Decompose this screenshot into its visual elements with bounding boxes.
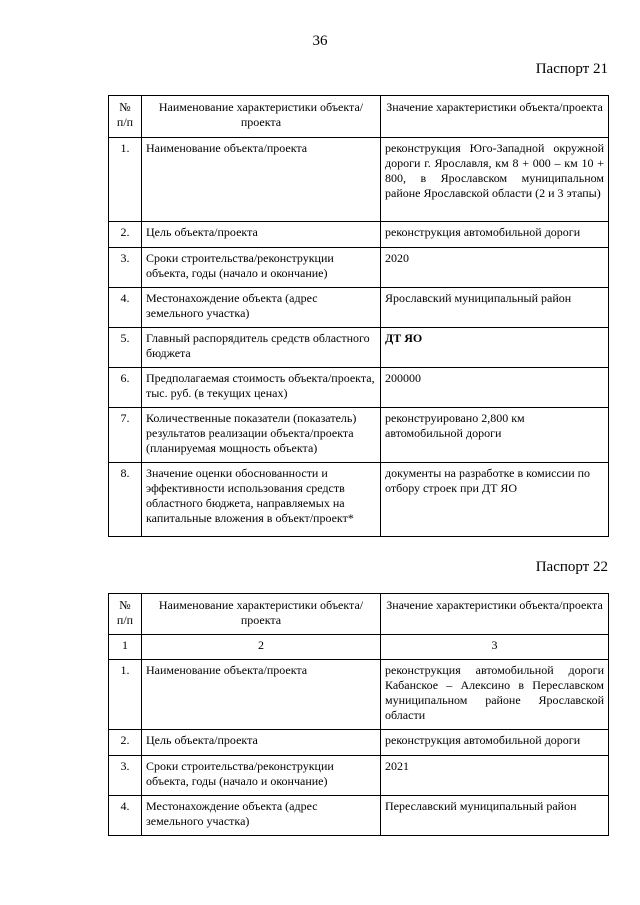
table-row — [109, 248, 609, 288]
row-value: 2020 — [381, 248, 609, 288]
row-value: реконструкция автомобильной дороги — [381, 222, 609, 248]
row-name: Значение оценки обоснованности и эффективности использования средств областного бюджета, направляемых на капитальные вложения в объект/проект* — [142, 463, 381, 537]
row-name: Местонахождение объекта (адрес земельного участка) — [142, 796, 381, 836]
row-value: 200000 — [381, 368, 609, 408]
row-num: 4. — [109, 288, 142, 328]
header-name: Наименование характеристики объекта/проекта — [142, 96, 381, 138]
row-num: 6. — [109, 368, 142, 408]
header-value: Значение характеристики объекта/проекта — [381, 96, 609, 138]
row-name: Наименование объекта/проекта — [142, 138, 381, 222]
row-name: Сроки строительства/реконструкции объекта, годы (начало и окончание) — [142, 248, 381, 288]
row-value: ДТ ЯО — [381, 328, 609, 368]
passport-21-table — [108, 95, 609, 537]
table-row — [109, 138, 609, 222]
table-header-row — [109, 594, 609, 635]
table-header-row — [109, 96, 609, 138]
passport-22-table — [108, 593, 609, 836]
row-num: 3. — [109, 248, 142, 288]
row-num: 2. — [109, 222, 142, 248]
row-num: 1. — [109, 138, 142, 222]
passport-21-title: Паспорт 21 — [535, 61, 608, 77]
row-value: 2021 — [381, 756, 609, 796]
passport-22-title: Паспорт 22 — [535, 559, 608, 575]
row-name: Цель объекта/проекта — [142, 730, 381, 756]
header-value: Значение характеристики объекта/проекта — [381, 594, 609, 635]
row-value: реконструкция Юго-Западной окружной дороги г. Ярославля, км 8 + 000 – км 10 + 800, в Ярославском муниципальном районе Ярославской области (2 и 3 этапы) — [381, 138, 609, 222]
row-value: документы на разработке в комиссии по отбору строек при ДТ ЯО — [381, 463, 609, 537]
row-num: 1. — [109, 660, 142, 730]
row-name: Местонахождение объекта (адрес земельного участка) — [142, 288, 381, 328]
table-row — [109, 288, 609, 328]
row-name: Цель объекта/проекта — [142, 222, 381, 248]
header-num: № п/п — [109, 594, 142, 635]
row-name: Главный распорядитель средств областного бюджета — [142, 328, 381, 368]
row-name: Наименование объекта/проекта — [142, 660, 381, 730]
row-value: реконструировано 2,800 км автомобильной дороги — [381, 408, 609, 463]
table-row — [109, 222, 609, 248]
row-num: 7. — [109, 408, 142, 463]
header-num: № п/п — [109, 96, 142, 138]
table-row — [109, 796, 609, 836]
column-numbers-row — [109, 635, 609, 660]
row-value: Ярославский муниципальный район — [381, 288, 609, 328]
table-row — [109, 660, 609, 730]
row-num: 2. — [109, 730, 142, 756]
row-num: 3. — [109, 756, 142, 796]
col-number: 3 — [381, 635, 609, 660]
col-number: 1 — [109, 635, 142, 660]
table-row — [109, 408, 609, 463]
table-row — [109, 368, 609, 408]
row-value: Переславский муниципальный район — [381, 796, 609, 836]
col-number: 2 — [142, 635, 381, 660]
row-num: 4. — [109, 796, 142, 836]
table-row — [109, 730, 609, 756]
row-value: реконструкция автомобильной дороги — [381, 730, 609, 756]
page-number: 36 — [312, 33, 328, 49]
table-row — [109, 463, 609, 537]
row-name: Количественные показатели (показатель) результатов реализации объекта/проекта (планируемая мощность объекта) — [142, 408, 381, 463]
row-name: Сроки строительства/реконструкции объекта, годы (начало и окончание) — [142, 756, 381, 796]
row-num: 5. — [109, 328, 142, 368]
header-name: Наименование характеристики объекта/проекта — [142, 594, 381, 635]
row-num: 8. — [109, 463, 142, 537]
table-row — [109, 756, 609, 796]
row-name: Предполагаемая стоимость объекта/проекта, тыс. руб. (в текущих ценах) — [142, 368, 381, 408]
table-row — [109, 328, 609, 368]
row-value: реконструкция автомобильной дороги Кабанское – Алексино в Переславском муниципальном районе Ярославской области — [381, 660, 609, 730]
